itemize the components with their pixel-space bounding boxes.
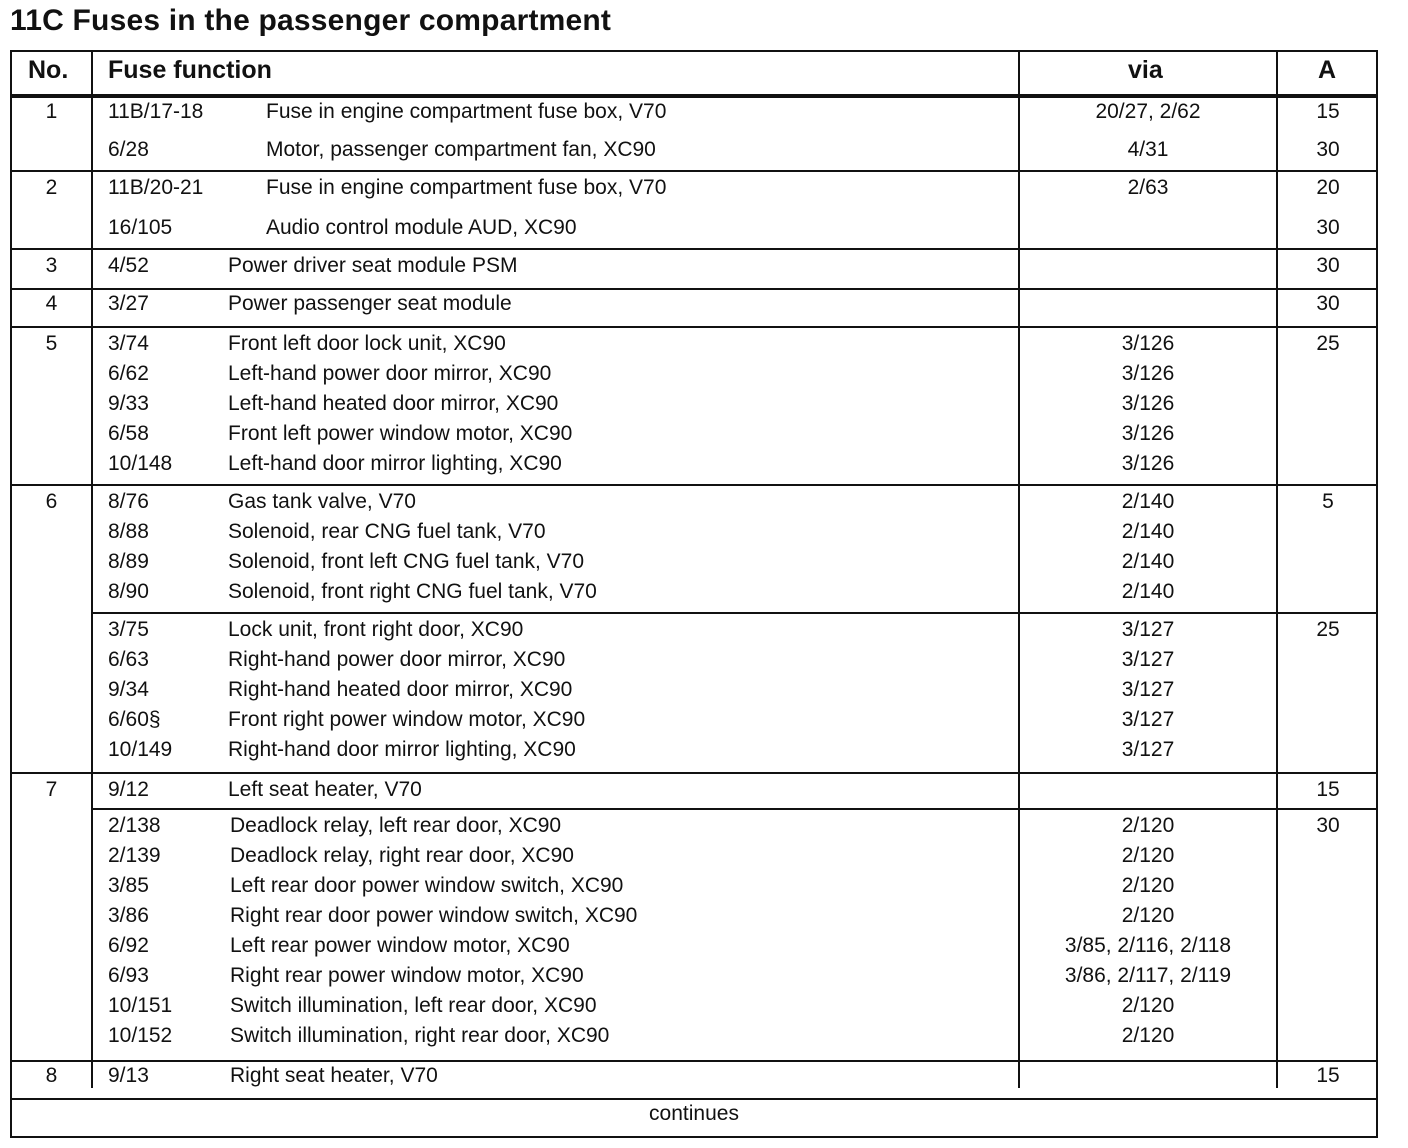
component-code: 6/62 — [108, 362, 149, 385]
component-code: 6/93 — [108, 964, 149, 987]
via-reference: 2/140 — [1121, 550, 1175, 573]
component-code: 6/58 — [108, 422, 149, 445]
via-reference: 3/127 — [1121, 738, 1175, 761]
fuse-amperage: 30 — [1316, 138, 1340, 161]
fuse-description: Right seat heater, V70 — [230, 1064, 438, 1087]
via-reference: 4/31 — [1127, 138, 1169, 161]
fuse-description: Right-hand heated door mirror, XC90 — [228, 678, 573, 701]
component-code: 6/63 — [108, 648, 149, 671]
fuse-description: Power driver seat module PSM — [228, 254, 518, 277]
component-code: 9/13 — [108, 1064, 149, 1087]
via-reference: 2/140 — [1121, 520, 1175, 543]
component-code: 8/76 — [108, 490, 149, 513]
component-code: 3/74 — [108, 332, 149, 355]
via-reference: 3/86, 2/117, 2/119 — [1064, 964, 1232, 987]
via-reference: 2/120 — [1121, 904, 1175, 927]
row-separator — [12, 1098, 1376, 1100]
component-code: 6/60§ — [108, 708, 161, 731]
via-reference: 3/127 — [1121, 708, 1175, 731]
component-code: 8/90 — [108, 580, 149, 603]
via-reference: 3/127 — [1121, 618, 1175, 641]
fuse-amperage: 5 — [1322, 490, 1334, 513]
via-reference: 3/126 — [1121, 452, 1175, 475]
page-title: 11C Fuses in the passenger compartment — [10, 4, 612, 37]
fuse-amperage: 30 — [1316, 814, 1340, 837]
row-separator — [12, 772, 1376, 774]
fuse-description: Left rear power window motor, XC90 — [230, 934, 570, 957]
fuse-number: 8 — [45, 1064, 58, 1087]
header-no: No. — [28, 56, 69, 84]
component-code: 6/28 — [108, 138, 149, 161]
fuse-description: Left seat heater, V70 — [228, 778, 422, 801]
fuse-amperage: 15 — [1316, 1064, 1340, 1087]
via-reference: 2/140 — [1121, 580, 1175, 603]
component-code: 3/85 — [108, 874, 149, 897]
fuse-description: Motor, passenger compartment fan, XC90 — [266, 138, 656, 161]
fuse-description: Right-hand door mirror lighting, XC90 — [228, 738, 576, 761]
component-code: 2/138 — [108, 814, 161, 837]
fuse-description: Power passenger seat module — [228, 292, 512, 315]
component-code: 8/89 — [108, 550, 149, 573]
fuse-description: Front left power window motor, XC90 — [228, 422, 573, 445]
fuse-description: Solenoid, rear CNG fuel tank, V70 — [228, 520, 546, 543]
via-reference: 3/127 — [1121, 648, 1175, 671]
row-separator — [12, 484, 1376, 486]
via-reference: 2/63 — [1127, 176, 1169, 199]
component-code: 10/152 — [108, 1024, 173, 1047]
via-reference: 2/120 — [1121, 874, 1175, 897]
fuse-number: 7 — [45, 778, 58, 801]
row-separator — [12, 326, 1376, 328]
via-reference: 20/27, 2/62 — [1095, 100, 1201, 123]
fuse-description: Switch illumination, left rear door, XC90 — [230, 994, 597, 1017]
header-via: via — [1128, 56, 1163, 84]
fuse-number: 4 — [45, 292, 58, 315]
fuse-description: Deadlock relay, right rear door, XC90 — [230, 844, 574, 867]
fuse-description: Switch illumination, right rear door, XC90 — [230, 1024, 610, 1047]
component-code: 4/52 — [108, 254, 149, 277]
fuse-number: 1 — [45, 100, 58, 123]
continues-label: continues — [649, 1102, 739, 1125]
fuse-description: Left-hand door mirror lighting, XC90 — [228, 452, 562, 475]
component-code: 11B/20-21 — [108, 176, 204, 199]
component-code: 9/12 — [108, 778, 149, 801]
fuse-description: Left-hand power door mirror, XC90 — [228, 362, 552, 385]
fuse-description: Right rear power window motor, XC90 — [230, 964, 584, 987]
via-reference: 3/126 — [1121, 392, 1175, 415]
fuse-description: Left rear door power window switch, XC90 — [230, 874, 624, 897]
component-code: 2/139 — [108, 844, 161, 867]
header-fuse-function: Fuse function — [108, 56, 272, 84]
fuse-description: Audio control module AUD, XC90 — [266, 216, 577, 239]
component-code: 10/148 — [108, 452, 173, 475]
fuse-description: Lock unit, front right door, XC90 — [228, 618, 524, 641]
via-reference: 3/85, 2/116, 2/118 — [1064, 934, 1232, 957]
component-code: 11B/17-18 — [108, 100, 204, 123]
fuse-amperage: 30 — [1316, 292, 1340, 315]
fuse-description: Deadlock relay, left rear door, XC90 — [230, 814, 562, 837]
fuse-description: Front left door lock unit, XC90 — [228, 332, 506, 355]
fuse-description: Left-hand heated door mirror, XC90 — [228, 392, 559, 415]
component-code: 9/34 — [108, 678, 149, 701]
component-code: 8/88 — [108, 520, 149, 543]
component-code: 3/75 — [108, 618, 149, 641]
via-reference: 3/126 — [1121, 362, 1175, 385]
header-amps: A — [1318, 56, 1337, 84]
row-subseparator — [91, 808, 1376, 810]
component-code: 3/86 — [108, 904, 149, 927]
header-separator — [12, 94, 1376, 98]
fuse-amperage: 15 — [1316, 778, 1340, 801]
fuse-description: Solenoid, front right CNG fuel tank, V70 — [228, 580, 597, 603]
column-divider-no — [91, 52, 93, 1088]
row-separator — [12, 248, 1376, 250]
via-reference: 3/126 — [1121, 422, 1175, 445]
fuse-description: Front right power window motor, XC90 — [228, 708, 586, 731]
via-reference: 2/120 — [1121, 814, 1175, 837]
fuse-description: Right-hand power door mirror, XC90 — [228, 648, 566, 671]
fuse-number: 3 — [45, 254, 58, 277]
via-reference: 2/120 — [1121, 994, 1175, 1017]
fuse-number: 2 — [45, 176, 58, 199]
fuse-description: Solenoid, front left CNG fuel tank, V70 — [228, 550, 585, 573]
fuse-amperage: 20 — [1316, 176, 1340, 199]
component-code: 10/151 — [108, 994, 173, 1017]
via-reference: 2/120 — [1121, 1024, 1175, 1047]
fuse-number: 5 — [45, 332, 58, 355]
row-subseparator — [91, 612, 1376, 614]
component-code: 10/149 — [108, 738, 173, 761]
row-separator — [12, 288, 1376, 290]
fuse-number: 6 — [45, 490, 58, 513]
component-code: 6/92 — [108, 934, 149, 957]
fuse-description: Gas tank valve, V70 — [228, 490, 416, 513]
fuse-amperage: 25 — [1316, 332, 1340, 355]
fuse-amperage: 15 — [1316, 100, 1340, 123]
row-separator — [12, 170, 1376, 172]
fuse-amperage: 30 — [1316, 216, 1340, 239]
fuse-amperage: 30 — [1316, 254, 1340, 277]
via-reference: 2/120 — [1121, 844, 1175, 867]
row-separator — [12, 1060, 1376, 1062]
fuse-description: Fuse in engine compartment fuse box, V70 — [266, 176, 667, 199]
fuse-amperage: 25 — [1316, 618, 1340, 641]
component-code: 3/27 — [108, 292, 149, 315]
via-reference: 2/140 — [1121, 490, 1175, 513]
component-code: 9/33 — [108, 392, 149, 415]
fuse-description: Fuse in engine compartment fuse box, V70 — [266, 100, 667, 123]
via-reference: 3/126 — [1121, 332, 1175, 355]
via-reference: 3/127 — [1121, 678, 1175, 701]
component-code: 16/105 — [108, 216, 173, 239]
fuse-description: Right rear door power window switch, XC90 — [230, 904, 638, 927]
fuse-table — [10, 50, 1378, 1138]
